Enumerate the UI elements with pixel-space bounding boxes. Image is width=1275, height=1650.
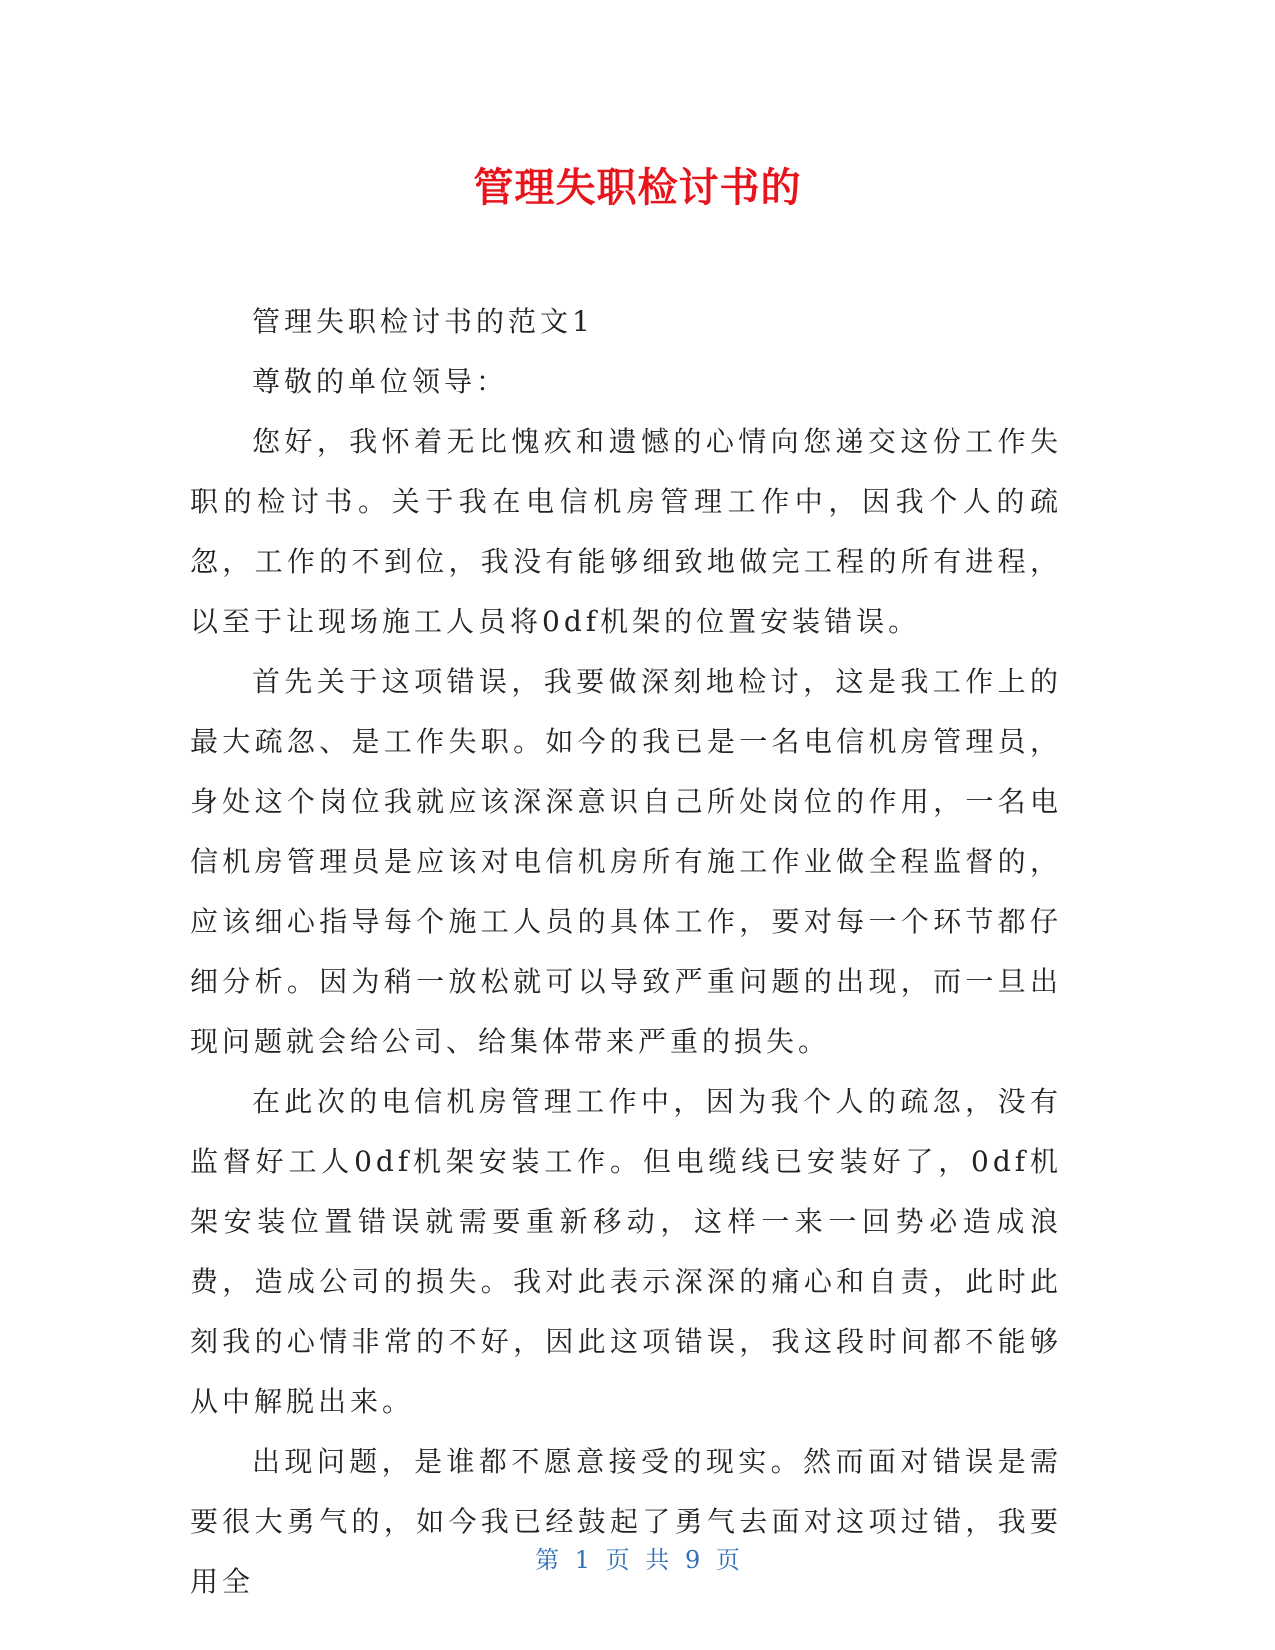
document-title: 管理失职检讨书的	[473, 165, 802, 211]
page-number-footer: 第 1 页 共 9 页	[535, 1546, 740, 1574]
paragraph-salutation: 尊敬的单位领导：	[252, 365, 509, 398]
paragraph: 在此次的电信机房管理工作中，因为我个人的疏忽，没有监督好工人0df机架安装工作。但电缆线已安装好了，0df机架安装位置错误就需要重新移动，这样一来一回势必造成浪费，造成公司的损失。我对此表示深深的痛心和自责，此时此刻我的心情非常的不好，因此这项错误，我这段时间都不能够从中解脱出来。	[190, 1085, 1062, 1418]
document-body	[190, 292, 1062, 1612]
paragraph: 首先关于这项错误，我要做深刻地检讨，这是我工作上的最大疏忽、是工作失职。如今的我已是一名电信机房管理员，身处这个岗位我就应该深深意识自己所处岗位的作用，一名电信机房管理员是应该对电信机房所有施工作业做全程监督的，应该细心指导每个施工人员的具体工作，要对每一个环节都仔细分析。因为稍一放松就可以导致严重问题的出现，而一旦出现问题就会给公司、给集体带来严重的损失。	[190, 665, 1062, 1058]
paragraph-heading: 管理失职检讨书的范文1	[252, 305, 594, 338]
paragraph: 出现问题，是谁都不愿意接受的现实。然而面对错误是需要很大勇气的，如今我已经鼓起了勇气去面对这项过错，我要用全	[190, 1445, 1062, 1598]
paragraph: 您好，我怀着无比愧疚和遗憾的心情向您递交这份工作失职的检讨书。关于我在电信机房管理工作中，因我个人的疏忽，工作的不到位，我没有能够细致地做完工程的所有进程，以至于让现场施工人员将0df机架的位置安装错误。	[190, 425, 1062, 638]
